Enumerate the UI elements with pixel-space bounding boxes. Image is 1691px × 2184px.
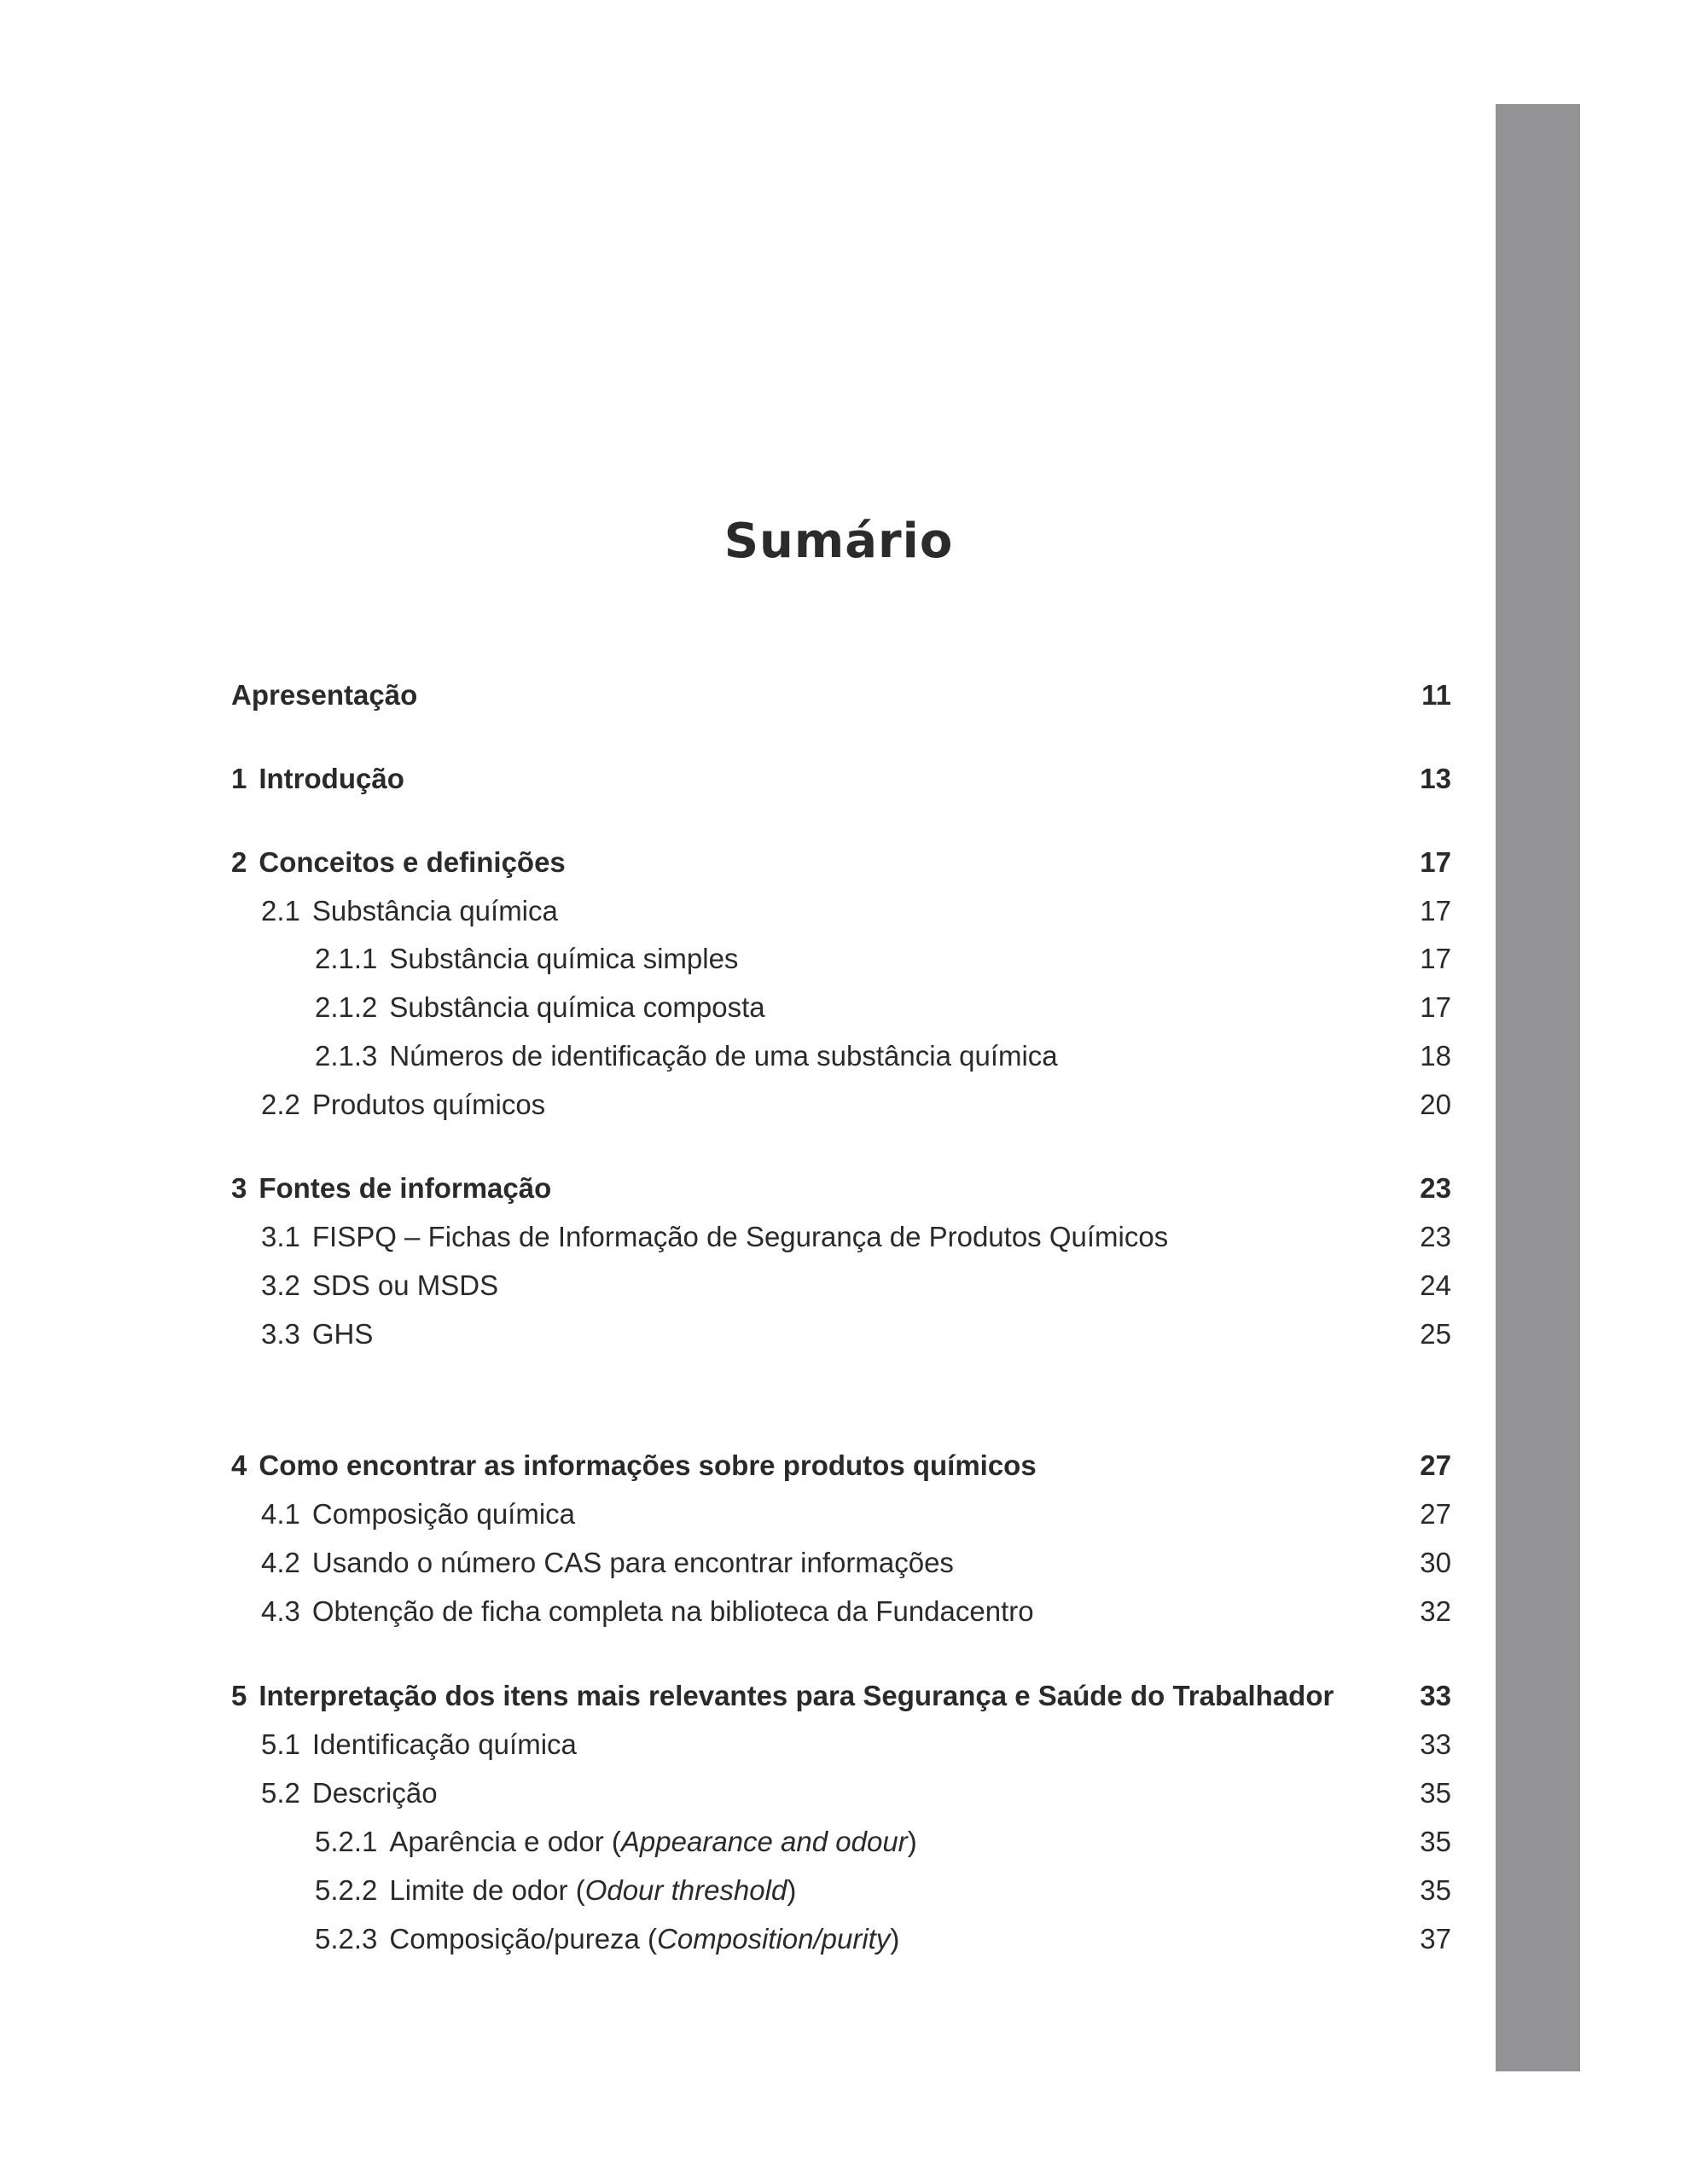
toc-entry-label: Composição química bbox=[311, 1498, 576, 1530]
toc-entry-number: 2.2 bbox=[261, 1089, 300, 1120]
toc-entry-text bbox=[231, 841, 566, 884]
toc-entry-label: Identificação química bbox=[311, 1728, 577, 1760]
toc-entry-text bbox=[261, 1313, 373, 1356]
toc-page-number: 18 bbox=[1420, 1040, 1451, 1072]
toc-page-number: 35 bbox=[1420, 1777, 1451, 1809]
toc-page-number: 17 bbox=[1420, 943, 1451, 974]
toc-entry bbox=[231, 890, 1451, 932]
toc-entry-number: 2.1.2 bbox=[315, 991, 378, 1023]
toc-page-number: 33 bbox=[1420, 1728, 1451, 1760]
toc-page-number: 11 bbox=[1421, 679, 1451, 711]
toc-entry-label: Conceitos e definições bbox=[259, 846, 566, 878]
toc-entry bbox=[231, 938, 1451, 980]
toc-entry-number: 5.2.1 bbox=[315, 1826, 378, 1857]
toc-entry bbox=[231, 1035, 1451, 1077]
toc-entry-number: 3.2 bbox=[261, 1269, 300, 1301]
toc-entry bbox=[231, 1216, 1451, 1258]
toc-entry bbox=[231, 1493, 1451, 1536]
toc-entry-text bbox=[231, 1675, 1334, 1717]
toc-entry-number: 1 bbox=[231, 763, 247, 794]
toc-entry-number: 3 bbox=[231, 1172, 247, 1204]
toc-entry-number: 5.2.2 bbox=[315, 1874, 378, 1906]
toc-entry bbox=[231, 1821, 1451, 1863]
toc-entry-number: 4 bbox=[231, 1449, 247, 1481]
toc-page-number: 27 bbox=[1420, 1498, 1451, 1530]
toc-page-number: 24 bbox=[1420, 1269, 1451, 1301]
toc-entry bbox=[231, 1313, 1451, 1356]
toc-entry-text bbox=[261, 1264, 498, 1307]
toc-entry-text bbox=[261, 1493, 575, 1536]
toc-entry bbox=[231, 1542, 1451, 1584]
toc-entry-text bbox=[231, 1444, 1037, 1487]
toc-entry bbox=[231, 1083, 1451, 1126]
toc-entry-text bbox=[261, 1216, 1168, 1258]
toc-page-number: 25 bbox=[1420, 1318, 1451, 1350]
toc-entry-label: Como encontrar as informações sobre produtos químicos bbox=[259, 1449, 1037, 1481]
toc-entry bbox=[231, 1918, 1451, 1960]
toc-entry-text bbox=[261, 1083, 545, 1126]
toc-entry-text bbox=[261, 1772, 438, 1815]
toc-entry-label: Composição/pureza ( bbox=[389, 1923, 658, 1955]
toc-entry-text bbox=[315, 1869, 796, 1912]
toc-entry-label: Limite de odor ( bbox=[389, 1874, 585, 1906]
toc-entry bbox=[231, 841, 1451, 884]
toc-entry-label: Descrição bbox=[311, 1777, 438, 1809]
toc-entry-text bbox=[231, 1167, 551, 1210]
toc-entry-number: 4.2 bbox=[261, 1547, 300, 1578]
toc-entry-label: SDS ou MSDS bbox=[311, 1269, 499, 1301]
toc-entry bbox=[231, 1772, 1451, 1815]
toc-entry-text bbox=[261, 1542, 954, 1584]
toc-entry-number: 4.1 bbox=[261, 1498, 300, 1530]
toc-entry-text bbox=[315, 986, 765, 1029]
toc-entry-label: FISPQ – Fichas de Informação de Segurança de Produtos Químicos bbox=[311, 1221, 1169, 1252]
side-tab-bar bbox=[1496, 104, 1580, 2071]
toc-entry bbox=[231, 986, 1451, 1029]
toc-entry-text bbox=[315, 1035, 1058, 1077]
toc-entry-number: 3.3 bbox=[261, 1318, 300, 1350]
toc-page-number: 23 bbox=[1420, 1172, 1451, 1204]
toc-entry-number: 5 bbox=[231, 1680, 247, 1711]
toc-entry-label: Obtenção de ficha completa na biblioteca da Fundacentro bbox=[311, 1595, 1034, 1627]
toc-entry bbox=[231, 1723, 1451, 1766]
toc-entry bbox=[231, 1869, 1451, 1912]
toc-entry-italic: Composition/purity bbox=[657, 1923, 891, 1955]
toc-entry-text bbox=[315, 938, 738, 980]
toc-page-number: 13 bbox=[1420, 763, 1451, 794]
toc-entry-label: Usando o número CAS para encontrar informações bbox=[311, 1547, 954, 1578]
toc-entry-label: Substância química simples bbox=[389, 943, 739, 974]
toc-entry-text bbox=[231, 758, 404, 800]
toc-page-number: 35 bbox=[1420, 1874, 1451, 1906]
toc-page-number: 27 bbox=[1420, 1449, 1451, 1481]
toc-entry-text bbox=[231, 674, 417, 717]
toc-entry bbox=[231, 1590, 1451, 1633]
toc-entry-label: GHS bbox=[311, 1318, 374, 1350]
toc-entry-label: Aparência e odor ( bbox=[389, 1826, 621, 1857]
toc-entry-label: Produtos químicos bbox=[311, 1089, 546, 1120]
toc-entry-label: Substância química composta bbox=[389, 991, 765, 1023]
toc-entry-suffix: ) bbox=[907, 1826, 917, 1857]
toc-entry-number: 2.1.1 bbox=[315, 943, 378, 974]
toc-entry bbox=[231, 1675, 1451, 1717]
toc-entry-number: 2.1 bbox=[261, 895, 300, 926]
toc-entry-suffix: ) bbox=[787, 1874, 797, 1906]
toc-entry-text bbox=[261, 1590, 1034, 1633]
toc-page-number: 20 bbox=[1420, 1089, 1451, 1120]
toc-entry-text bbox=[315, 1821, 917, 1863]
toc-page-number: 33 bbox=[1420, 1680, 1451, 1711]
toc-entry bbox=[231, 758, 1451, 800]
toc-entry-text bbox=[315, 1918, 899, 1960]
toc-entry-number: 3.1 bbox=[261, 1221, 300, 1252]
toc-entry-text bbox=[261, 1723, 577, 1766]
toc-entry-label: Interpretação dos itens mais relevantes para Segurança e Saúde do Trabalhador bbox=[259, 1680, 1334, 1711]
toc-entry-label: Introdução bbox=[259, 763, 404, 794]
toc-entry-number: 2 bbox=[231, 846, 247, 878]
toc-page-number: 32 bbox=[1420, 1595, 1451, 1627]
toc-entry-number: 5.2 bbox=[261, 1777, 300, 1809]
toc-page-number: 35 bbox=[1420, 1826, 1451, 1857]
toc-entry-number: 4.3 bbox=[261, 1595, 300, 1627]
toc-entry-label: Fontes de informação bbox=[259, 1172, 552, 1204]
page-title: Sumário bbox=[723, 514, 954, 569]
toc-entry-number: 2.1.3 bbox=[315, 1040, 378, 1072]
toc-entry-italic: Odour threshold bbox=[584, 1874, 787, 1906]
toc-entry bbox=[231, 1264, 1451, 1307]
toc-entry-number: 5.1 bbox=[261, 1728, 300, 1760]
toc-entry bbox=[231, 1444, 1451, 1487]
toc-entry bbox=[231, 1167, 1451, 1210]
toc-entry-number: 5.2.3 bbox=[315, 1923, 378, 1955]
toc-entry-text bbox=[261, 890, 558, 932]
toc-entry-suffix: ) bbox=[890, 1923, 900, 1955]
toc-entry-label: Substância química bbox=[311, 895, 558, 926]
toc-page-number: 37 bbox=[1420, 1923, 1451, 1955]
toc-page-number: 17 bbox=[1420, 846, 1451, 878]
toc-entry bbox=[231, 674, 1451, 717]
toc-entry-label: Números de identificação de uma substância química bbox=[389, 1040, 1058, 1072]
toc-page-number: 17 bbox=[1420, 895, 1451, 926]
toc-page-number: 30 bbox=[1420, 1547, 1451, 1578]
toc-entry-label: Apresentação bbox=[231, 679, 418, 711]
toc-page-number: 17 bbox=[1420, 991, 1451, 1023]
toc-page-number: 23 bbox=[1420, 1221, 1451, 1252]
toc-entry-italic: Appearance and odour bbox=[620, 1826, 908, 1857]
